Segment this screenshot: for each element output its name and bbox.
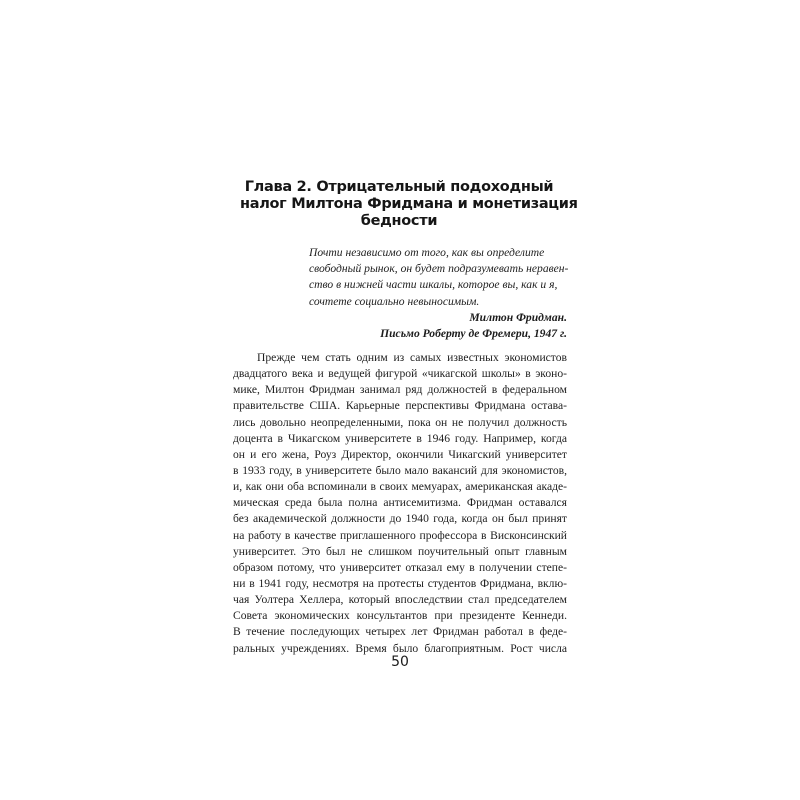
page-number: 50: [391, 654, 409, 670]
body-line: правительстве США. Карьерные перспективы Фридмана остава-: [233, 399, 567, 413]
epigraph-attribution: [309, 310, 567, 342]
epigraph-line: свободный рынок, он будет подразумевать неравен-: [309, 262, 569, 276]
body-line: ральных учреждениях. Время было благоприятным. Рост числа: [233, 641, 567, 655]
body-line: Прежде чем стать одним из самых известных экономистов: [257, 351, 567, 364]
epigraph-source: Письмо Роберту де Фремери, 1947 г.: [380, 327, 567, 341]
body-line: двадцатого века и ведущей фигурой «чикагской школы» в эконо-: [233, 367, 567, 381]
chapter-title-line-1: Глава 2. Отрицательный подоходный: [244, 179, 554, 195]
body-line: университет. Это был не слишком поучительный опыт главным: [233, 544, 567, 558]
body-line: ни в 1941 году, несмотря на протесты студентов Фридмана, вклю-: [233, 576, 567, 590]
chapter-title: [240, 179, 578, 230]
body-line: лись довольно неопределенными, пока он не получил должность: [233, 415, 567, 429]
body-line: без академической должности до 1940 года, когда он был принят: [233, 512, 567, 526]
epigraph-line: Почти независимо от того, как вы определите: [309, 246, 545, 259]
chapter-title-line-2: налог Милтона Фридмана и монетизация: [240, 196, 578, 212]
body-line: доцента в Чикагском университете в 1946 году. Например, когда: [233, 431, 567, 445]
body-line: Совета экономических консультантов при президенте Кеннеди.: [233, 609, 567, 623]
body-line: в 1933 году, в университете было мало вакансий для экономистов,: [233, 463, 567, 477]
body-line: и, как они оба вспоминали в своих мемуарах, американская акаде-: [233, 480, 567, 494]
epigraph-line: сочтете социально невыносимым.: [309, 294, 480, 308]
body-line: он и его жена, Роуз Директор, окончили Чикагский университет: [233, 447, 567, 461]
epigraph-line: ство в нижней части шкалы, которое вы, как и я,: [309, 278, 558, 292]
body-line: мике, Милтон Фридман занимал ряд должностей в федеральном: [233, 383, 567, 397]
chapter-title-line-3: бедности: [360, 213, 438, 229]
body-line: образом потому, что университет отказал ему в получении степе-: [233, 560, 567, 574]
body-paragraph: [233, 350, 567, 657]
body-line: на работу в качестве приглашенного профессора в Висконсинский: [233, 528, 567, 542]
epigraph: [309, 245, 567, 310]
body-line: чая Уолтера Хеллера, который впоследствии стал председателем: [233, 593, 567, 607]
body-line: В течение последующих четырех лет Фридман работал в феде-: [233, 625, 567, 639]
body-line: мическая среда была полна антисемитизма. Фридман оставался: [233, 496, 567, 510]
epigraph-author: Милтон Фридман.: [469, 311, 567, 324]
